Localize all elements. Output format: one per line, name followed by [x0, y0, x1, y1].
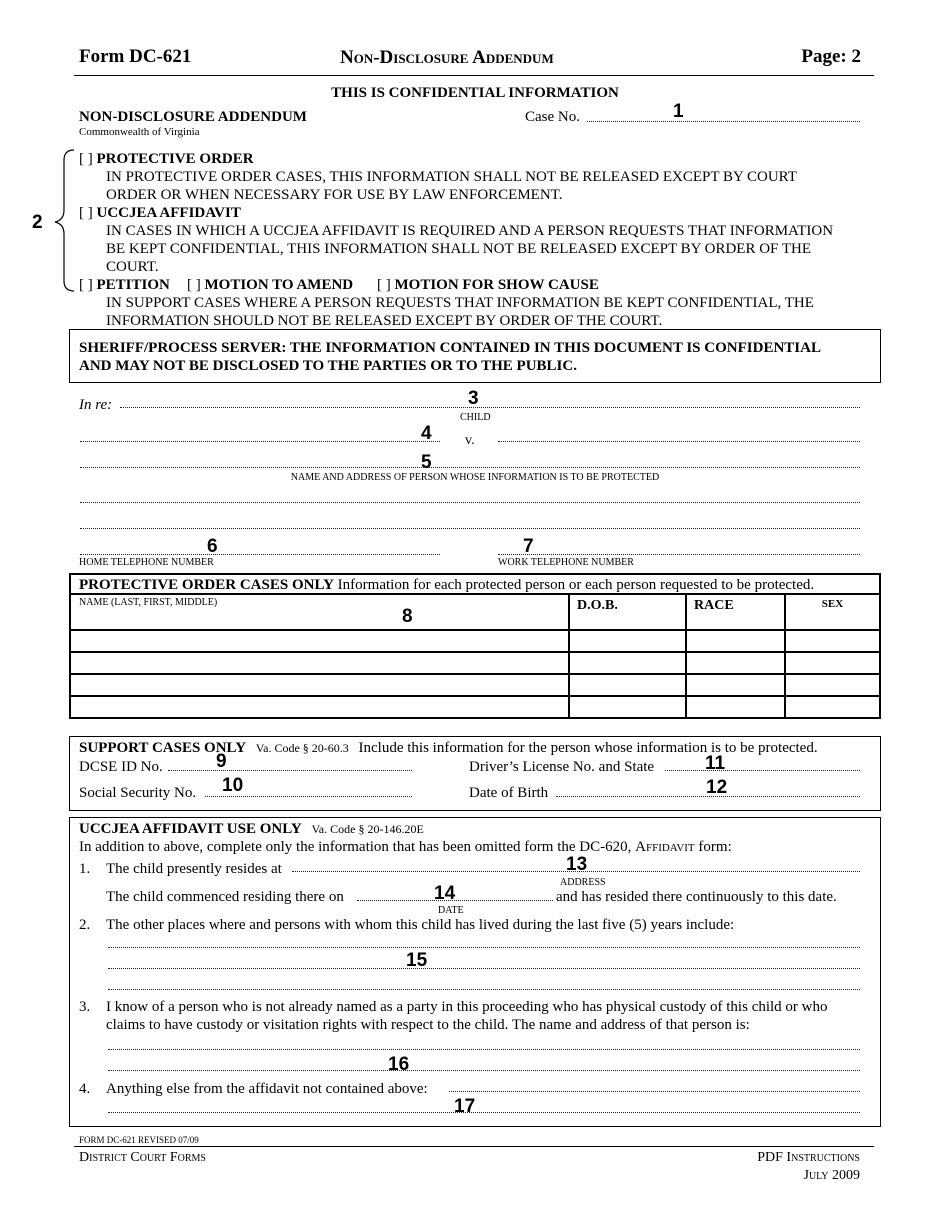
other-info-field-1[interactable] [449, 1091, 860, 1092]
support-section-code: Va. Code § 20-60.3 [255, 741, 349, 755]
dob-cell[interactable] [569, 674, 686, 696]
dob-cell[interactable] [569, 652, 686, 674]
item-2-text: The other places where and persons with whom this child has lived during the last five (5) years include: [106, 917, 735, 933]
ssn-field[interactable] [205, 796, 412, 797]
page-number: Page: 2 [801, 46, 861, 67]
support-section-heading: SUPPORT CASES ONLY [79, 740, 247, 756]
uccjea-section-title [79, 820, 424, 838]
address-caption: ADDRESS [560, 877, 606, 888]
name-cell[interactable] [70, 652, 569, 674]
petition-label: PETITION [96, 277, 170, 293]
uccjea-text-1: IN CASES IN WHICH A UCCJEA AFFIDAVIT IS REQUIRED AND A PERSON REQUESTS THAT INFORMATION [106, 223, 834, 239]
item-1-number: 1. [79, 861, 91, 877]
home-telephone-field[interactable] [80, 554, 440, 555]
form-title: Non-Disclosure Addendum [340, 47, 554, 68]
name-cell[interactable] [70, 630, 569, 652]
case-no-label: Case No. [525, 109, 580, 125]
header-rule [74, 75, 874, 76]
dob-cell[interactable] [569, 696, 686, 718]
protective-section-heading: PROTECTIVE ORDER CASES ONLY [79, 577, 334, 593]
form-id: Form DC-621 [79, 46, 192, 67]
item-1b-end: and has resided there continuously to this date. [556, 889, 837, 905]
protective-order-text-2: ORDER OR WHEN NECESSARY FOR USE BY LAW ENFORCEMENT. [106, 187, 563, 203]
race-cell[interactable] [686, 630, 785, 652]
protected-person-caption: NAME AND ADDRESS OF PERSON WHOSE INFORMATION IS TO BE PROTECTED [290, 472, 660, 483]
custodian-field-1[interactable] [108, 1049, 860, 1050]
table-row [70, 674, 880, 696]
protected-person-name-field[interactable] [80, 467, 860, 468]
uccjea-intro-text: In addition to above, complete only the information that has been omitted form the DC-620, [79, 839, 632, 855]
sex-cell[interactable] [785, 630, 880, 652]
date-caption: DATE [438, 905, 464, 916]
support-text-2: INFORMATION SHOULD NOT BE RELEASED EXCEPT BY ORDER OF THE COURT. [106, 313, 663, 329]
custodian-field-2[interactable] [108, 1070, 860, 1071]
prior-residences-field-2[interactable] [108, 968, 860, 969]
support-text-1: IN SUPPORT CASES WHERE A PERSON REQUESTS THAT INFORMATION BE KEPT CONFIDENTIAL, THE [106, 295, 814, 311]
dcse-id-label: DCSE ID No. [79, 759, 163, 775]
protective-order-checkbox[interactable] [79, 150, 254, 168]
work-telephone-caption: WORK TELEPHONE NUMBER [498, 557, 634, 568]
field-marker-9: 9 [216, 751, 227, 772]
prior-residences-field-1[interactable] [108, 947, 860, 948]
field-marker-16: 16 [388, 1054, 410, 1075]
protective-order-text-1: IN PROTECTIVE ORDER CASES, THIS INFORMATION SHALL NOT BE RELEASED EXCEPT BY COURT [106, 169, 797, 185]
item-4-text: Anything else from the affidavit not contained above: [106, 1081, 428, 1097]
field-marker-10: 10 [222, 775, 244, 796]
protected-person-address-field-1[interactable] [80, 502, 860, 503]
uccjea-label: UCCJEA AFFIDAVIT [96, 205, 241, 221]
checkbox-glyph: [ ] [79, 205, 93, 221]
item-3-number: 3. [79, 999, 91, 1015]
item-4-number: 4. [79, 1081, 91, 1097]
protective-section-subtitle: Information for each protected person or each person requested to be protected. [337, 577, 815, 593]
in-re-label: In re: [79, 397, 113, 413]
item-1b-text: The child commenced residing there on [106, 889, 344, 905]
checkbox-glyph: [ ] [187, 277, 201, 293]
field-marker-4: 4 [421, 423, 432, 444]
uccjea-intro [79, 838, 732, 856]
table-header-row [70, 594, 880, 630]
item-3-text-1: I know of a person who is not already named as a party in this proceeding who has physical custody of this child or who [106, 999, 828, 1015]
dob-column-header[interactable] [569, 594, 686, 630]
name-cell[interactable] [70, 674, 569, 696]
field-marker-1: 1 [673, 101, 684, 122]
sheriff-notice-line-2: AND MAY NOT BE DISCLOSED TO THE PARTIES OR TO THE PUBLIC. [79, 358, 577, 374]
sex-column-header[interactable] [785, 594, 880, 630]
name-column-label: NAME (LAST, FIRST, MIDDLE) [79, 597, 218, 608]
item-1-text: The child presently resides at [106, 861, 282, 877]
prior-residences-field-3[interactable] [108, 989, 860, 990]
field-marker-6: 6 [207, 536, 218, 557]
footer-right-2: July 2009 [803, 1168, 860, 1183]
ssn-label: Social Security No. [79, 785, 197, 801]
item-3-text-2: claims to have custody or visitation rights with respect to the child. The name and address of that person is: [106, 1017, 750, 1033]
field-marker-5: 5 [421, 452, 432, 473]
support-section-instruction: Include this information for the person whose information is to be protected. [358, 740, 818, 756]
uccjea-section-heading: UCCJEA AFFIDAVIT USE ONLY [79, 821, 302, 837]
field-marker-13: 13 [566, 854, 588, 875]
name-column-header[interactable] [70, 594, 569, 630]
versus-label: v. [465, 433, 475, 448]
race-cell[interactable] [686, 696, 785, 718]
field-marker-2: 2 [32, 212, 43, 233]
sex-column-label: SEX [821, 598, 844, 610]
child-name-field[interactable] [120, 407, 860, 408]
uccjea-text-3: COURT. [106, 259, 159, 275]
work-telephone-field[interactable] [498, 554, 860, 555]
sex-cell[interactable] [785, 696, 880, 718]
name-cell[interactable] [70, 696, 569, 718]
form-revision: FORM DC-621 REVISED 07/09 [79, 1135, 199, 1145]
dcse-id-field[interactable] [168, 770, 412, 771]
race-column-label: RACE [694, 598, 734, 613]
motion-show-cause-label: MOTION FOR SHOW CAUSE [394, 277, 599, 293]
protected-person-address-field-2[interactable] [80, 528, 860, 529]
sex-cell[interactable] [785, 674, 880, 696]
dob-cell[interactable] [569, 630, 686, 652]
checkbox-glyph: [ ] [79, 277, 93, 293]
sheriff-notice-line-1: SHERIFF/PROCESS SERVER: THE INFORMATION CONTAINED IN THIS DOCUMENT IS CONFIDENTIAL [79, 340, 821, 356]
jurisdiction: Commonwealth of Virginia [79, 126, 200, 138]
item-2-number: 2. [79, 917, 91, 933]
motion-to-amend-checkbox[interactable] [187, 276, 353, 294]
uccjea-text-2: BE KEPT CONFIDENTIAL, THIS INFORMATION SHALL NOT BE RELEASED EXCEPT BY ORDER OF THE [106, 241, 812, 257]
race-column-header[interactable] [686, 594, 785, 630]
uccjea-intro-end: form: [698, 839, 732, 855]
date-of-birth-label: Date of Birth [469, 785, 549, 801]
uccjea-checkbox[interactable] [79, 204, 241, 222]
uccjea-intro-form-name: Affidavit [635, 839, 695, 855]
footer-right-1: PDF Instructions [757, 1150, 860, 1165]
table-row [70, 630, 880, 652]
field-marker-17: 17 [454, 1096, 476, 1117]
table-row [70, 696, 880, 718]
petition-checkbox[interactable] [79, 276, 170, 294]
sex-cell[interactable] [785, 652, 880, 674]
addendum-heading: NON-DISCLOSURE ADDENDUM [79, 109, 307, 125]
field-marker-8: 8 [402, 606, 413, 627]
respondent-field[interactable] [498, 441, 860, 442]
case-no-field[interactable] [587, 121, 860, 122]
other-info-field-2[interactable] [108, 1112, 860, 1113]
field-marker-15: 15 [406, 950, 428, 971]
motion-to-amend-label: MOTION TO AMEND [204, 277, 354, 293]
race-cell[interactable] [686, 652, 785, 674]
option-group-brace [48, 148, 78, 293]
checkbox-glyph: [ ] [377, 277, 391, 293]
field-marker-7: 7 [523, 536, 534, 557]
field-marker-11: 11 [705, 753, 726, 774]
race-cell[interactable] [686, 674, 785, 696]
home-telephone-caption: HOME TELEPHONE NUMBER [79, 557, 214, 568]
table-row [70, 652, 880, 674]
confidential-banner: THIS IS CONFIDENTIAL INFORMATION [331, 85, 619, 101]
protective-order-label: PROTECTIVE ORDER [96, 151, 254, 167]
field-marker-12: 12 [706, 777, 728, 798]
field-marker-3: 3 [468, 388, 479, 409]
protected-persons-table [69, 593, 881, 719]
petitioner-field[interactable] [80, 441, 440, 442]
checkbox-glyph: [ ] [79, 151, 93, 167]
footer-left: District Court Forms [79, 1150, 206, 1165]
protective-section-title [79, 576, 814, 594]
uccjea-section-code: Va. Code § 20-146.20E [311, 822, 424, 836]
drivers-license-label: Driver’s License No. and State [469, 759, 655, 775]
drivers-license-field[interactable] [665, 770, 860, 771]
dob-column-label: D.O.B. [577, 598, 618, 613]
motion-show-cause-checkbox[interactable] [377, 276, 599, 294]
footer-rule [74, 1146, 874, 1147]
child-caption: CHILD [460, 412, 491, 423]
field-marker-14: 14 [434, 883, 456, 904]
